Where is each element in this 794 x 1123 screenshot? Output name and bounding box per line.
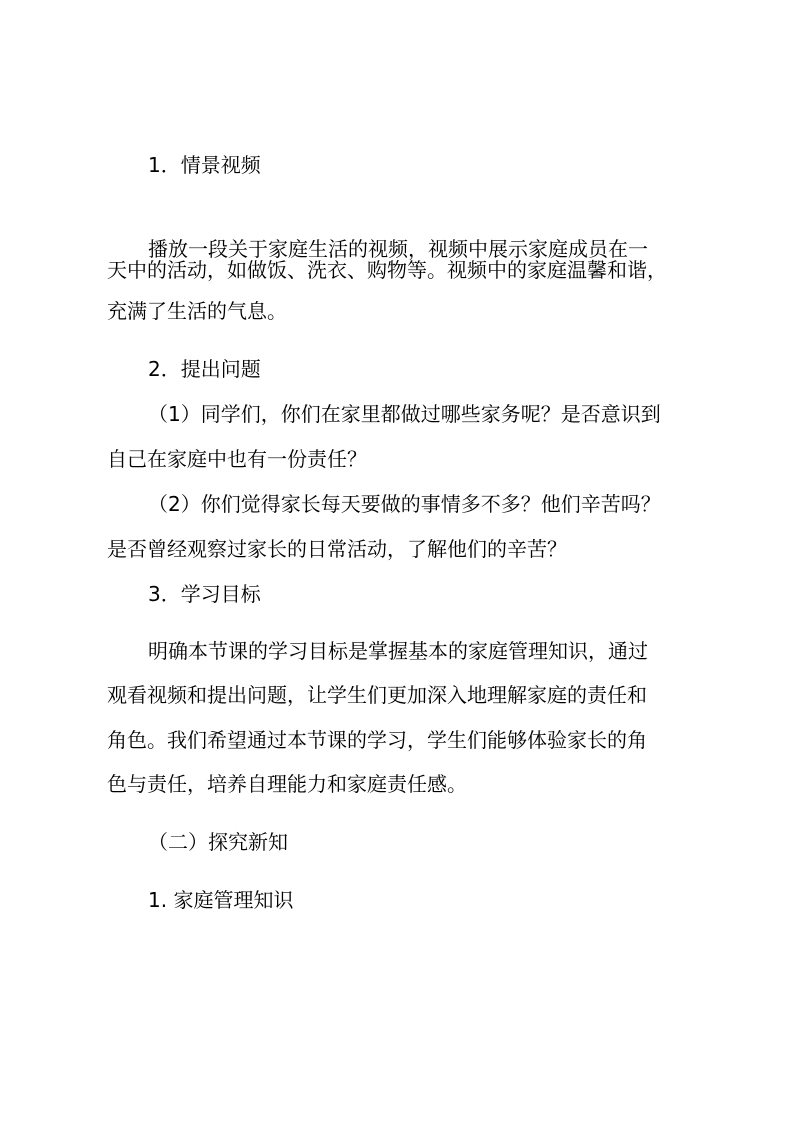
- question-1-line-1: （1）同学们，你们在家里都做过哪些家务呢？是否意识到: [148, 402, 661, 426]
- section1-paragraph-line-3: 充满了生活的气息。: [107, 299, 287, 323]
- question-2-line-2: 是否曾经观察过家长的日常活动，了解他们的辛苦？: [107, 537, 567, 561]
- section3-heading: 3．学习目标: [148, 582, 261, 606]
- section3-paragraph-line-2: 观看视频和提出问题，让学生们更加深入地理解家庭的责任和: [107, 683, 647, 707]
- section3-paragraph-line-4: 色与责任，培养自理能力和家庭责任感。: [107, 772, 467, 796]
- section2-heading: 2．提出问题: [148, 357, 261, 381]
- question-2-line-1: （2）你们觉得家长每天要做的事情多不多？他们辛苦吗？: [148, 492, 661, 516]
- section1-heading: 1．情景视频: [148, 153, 261, 177]
- section1-paragraph-line-1: 播放一段关于家庭生活的视频，视频中展示家庭成员在一: [148, 237, 648, 261]
- section3-paragraph-line-1: 明确本节课的学习目标是掌握基本的家庭管理知识，通过: [148, 639, 648, 663]
- section3-paragraph-line-3: 角色。我们希望通过本节课的学习，学生们能够体验家长的角: [107, 728, 647, 752]
- question-1-line-2: 自己在家庭中也有一份责任？: [107, 447, 367, 471]
- part-2-subheading-1: 1. 家庭管理知识: [148, 888, 294, 912]
- section1-paragraph-line-2: 天中的活动，如做饭、洗衣、购物等。视频中的家庭温馨和谐，: [107, 258, 667, 282]
- part-2-heading: （二）探究新知: [148, 830, 288, 854]
